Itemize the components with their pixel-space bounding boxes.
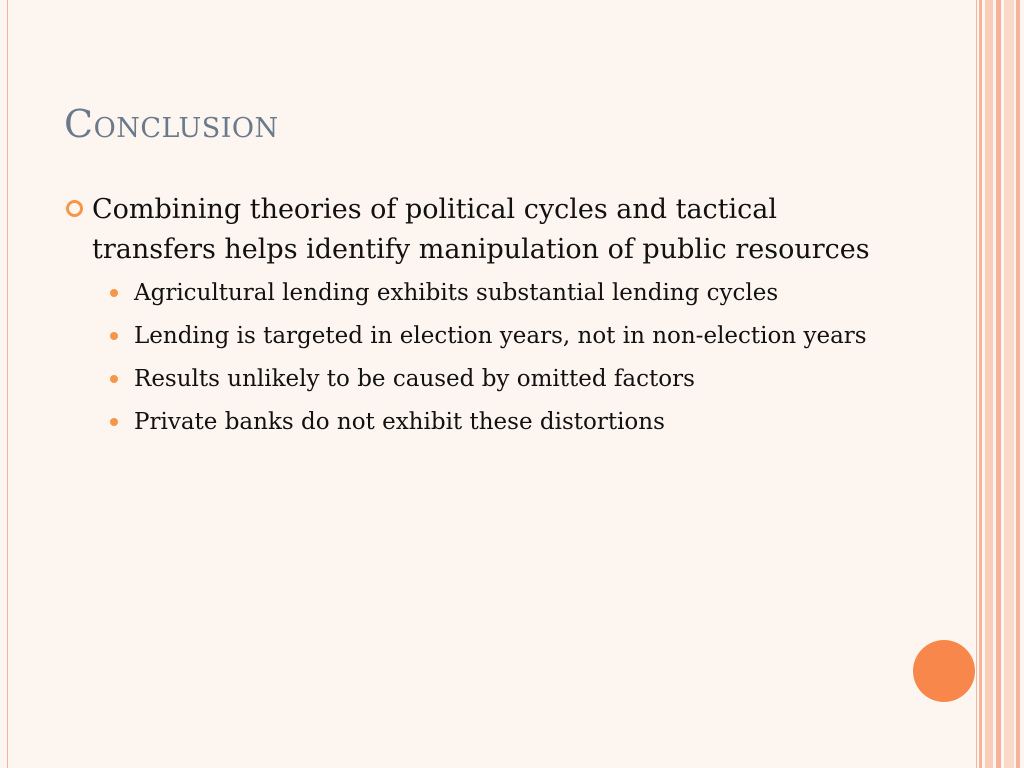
dot-bullet-icon [110, 332, 118, 340]
dot-bullet-icon [110, 418, 118, 426]
sub-bullet [106, 276, 906, 310]
dot-bullet-icon [110, 375, 118, 383]
right-stripe-4 [1004, 0, 1014, 768]
ring-bullet-icon [66, 200, 83, 217]
slide-title: Conclusion [64, 102, 279, 146]
bullet-level1 [66, 190, 906, 270]
slide-content [66, 190, 906, 448]
sub-bullet [106, 319, 906, 353]
bullet-level1-text: Combining theories of political cycles and tactical transfers helps identify manipulation of public resources [92, 194, 870, 265]
right-stripe-5 [1016, 0, 1020, 768]
right-stripe-2 [985, 0, 993, 768]
sub-bullet-text: Private banks do not exhibit these distortions [134, 409, 665, 435]
sub-bullet-text: Agricultural lending exhibits substantial lending cycles [134, 280, 779, 306]
right-stripe-1 [979, 0, 982, 768]
sub-bullet-text: Results unlikely to be caused by omitted factors [134, 366, 695, 392]
sub-bullet-list [66, 276, 906, 439]
dot-bullet-icon [110, 289, 118, 297]
sub-bullet-text: Lending is targeted in election years, not in non-election years [134, 323, 867, 349]
sub-bullet [106, 405, 906, 439]
circle-icon [913, 640, 975, 702]
right-stripe-3 [996, 0, 1001, 768]
sub-bullet [106, 362, 906, 396]
